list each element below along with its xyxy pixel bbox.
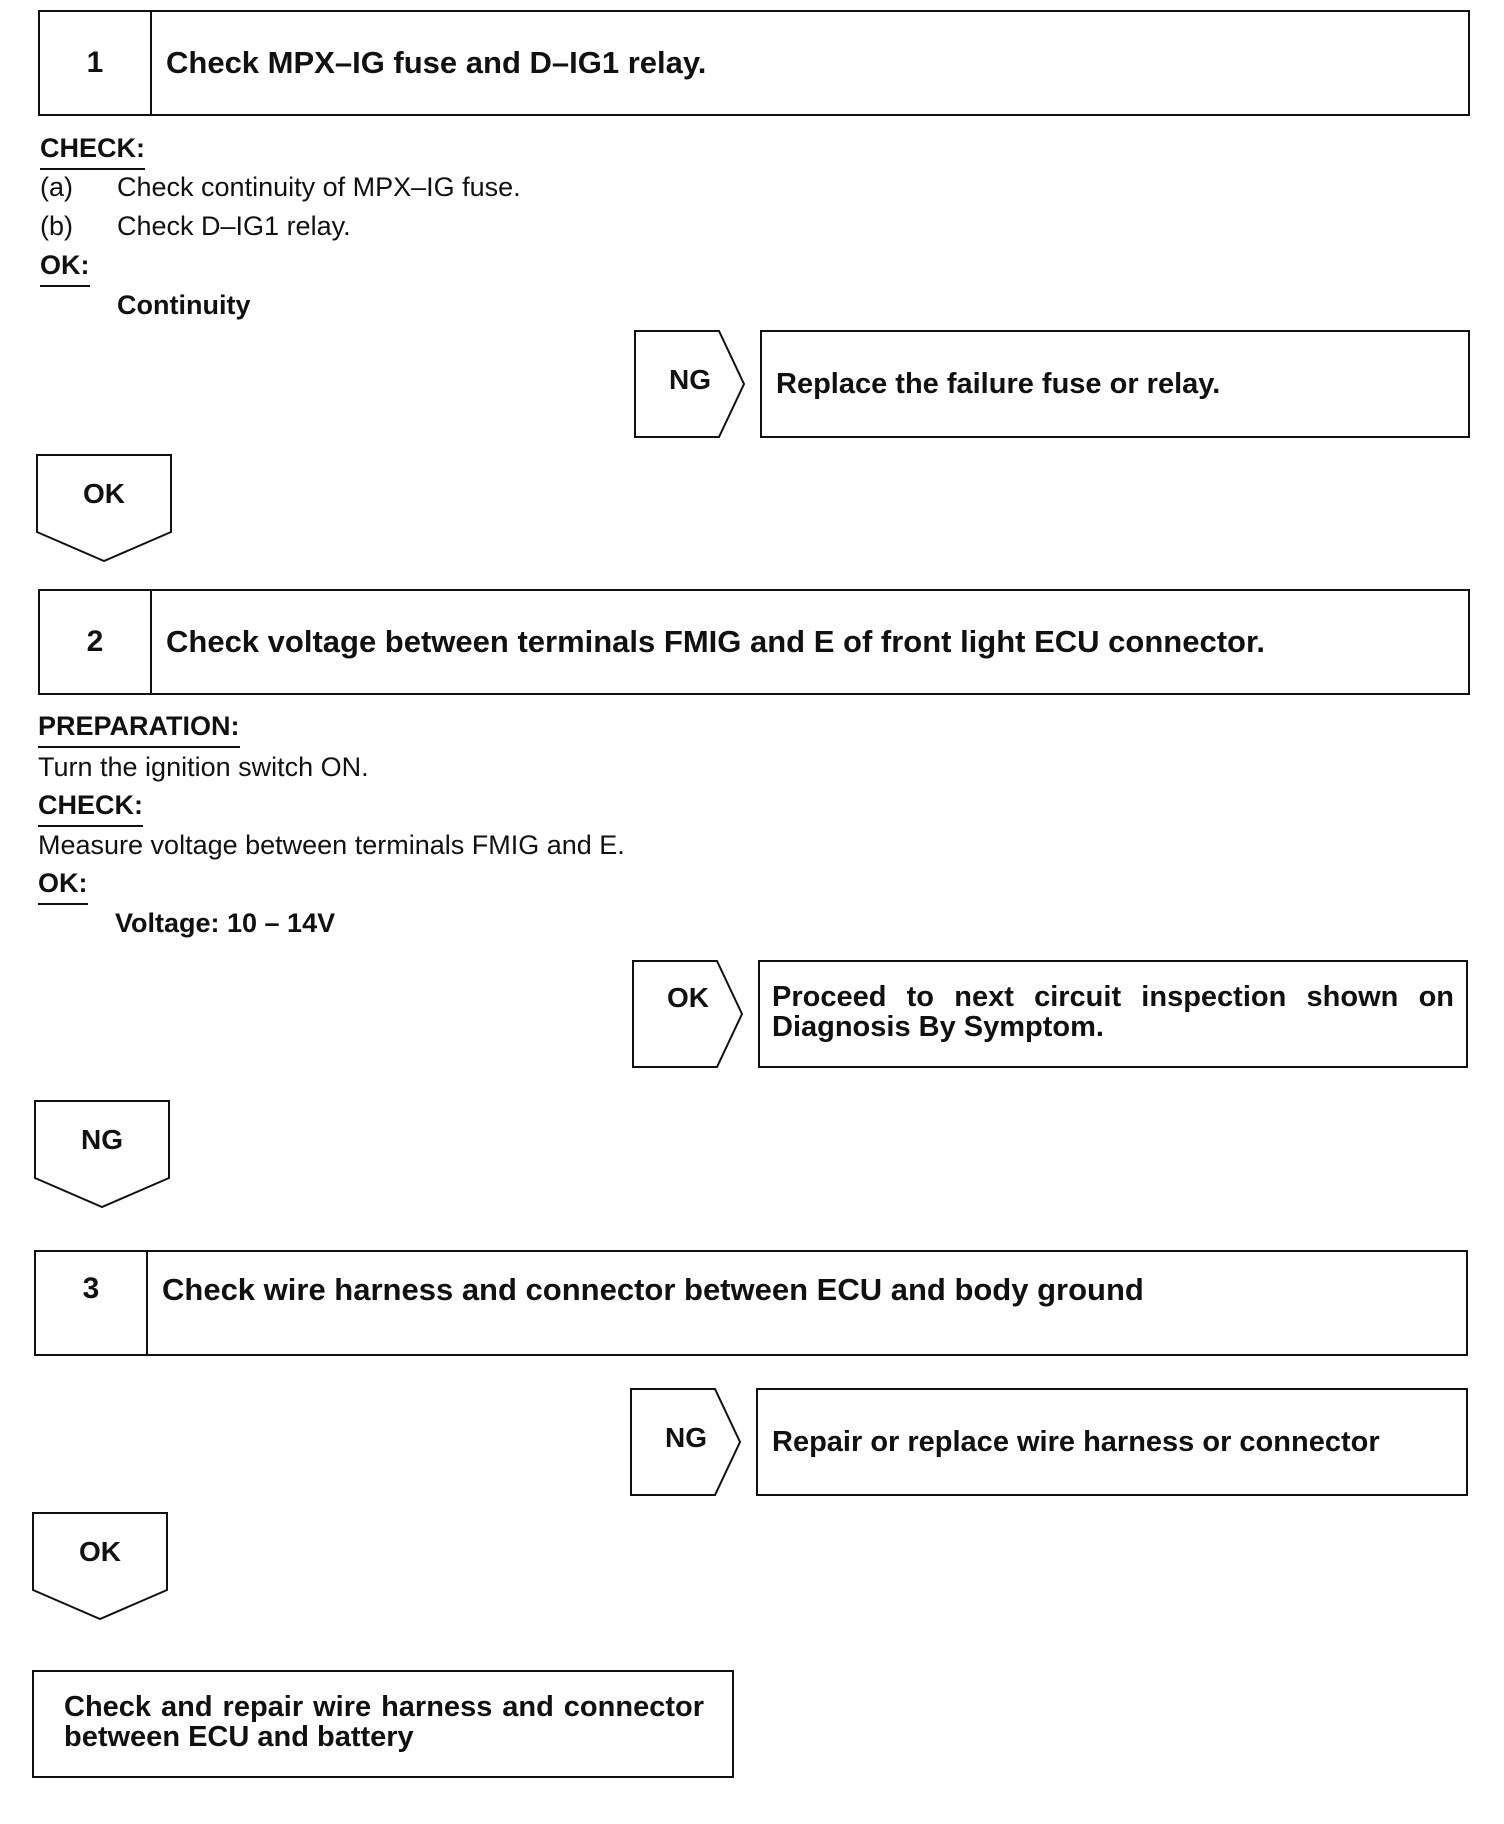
step-1-title: Check MPX–IG fuse and D–IG1 relay. [166, 45, 707, 80]
final-action-box: Check and repair wire harness and connector between ECU and battery [32, 1670, 734, 1778]
step-1-ok-label: OK: [40, 250, 90, 280]
step-3-ng-action: Repair or replace wire harness or connector [756, 1388, 1468, 1496]
step-2-title: Check voltage between terminals FMIG and E of front light ECU connector. [166, 624, 1265, 659]
step-1-item-b-marker: (b) [40, 211, 73, 241]
step-3-box [34, 1250, 1468, 1356]
step-2-box [38, 589, 1470, 695]
step-1-number: 1 [40, 12, 152, 114]
step-1-ok-arrow [36, 454, 172, 562]
step-2-check-text: Measure voltage between terminals FMIG and E. [38, 830, 625, 860]
step-2-ng-next-label: NG [81, 1124, 123, 1155]
step-2-ok-spec: Voltage: 10 – 14V [115, 908, 336, 938]
step-1-ok-spec: Continuity [117, 290, 251, 320]
step-2-ng-arrow [34, 1100, 170, 1208]
step-1-item-b-text: Check D–IG1 relay. [117, 211, 351, 241]
step-2-preparation-label: PREPARATION: [38, 711, 240, 741]
step-1-box [38, 10, 1470, 116]
step-3-ok-arrow [32, 1512, 168, 1620]
step-2-ok-label: OK: [38, 868, 88, 898]
step-3-number: 3 [36, 1252, 148, 1354]
step-2-ok-label-arrow: OK [667, 982, 709, 1013]
step-1-ok-next-label: OK [83, 478, 125, 509]
step-3-ng-label: NG [665, 1422, 707, 1453]
step-2-preparation-text: Turn the ignition switch ON. [38, 752, 369, 782]
step-2-number: 2 [40, 591, 152, 693]
step-1-item-a-marker: (a) [40, 172, 73, 202]
step-3-ng-arrow [630, 1388, 760, 1496]
step-2-check-label: CHECK: [38, 790, 143, 820]
step-1-ng-label: NG [669, 364, 711, 395]
step-1-check-label: CHECK: [40, 133, 145, 163]
step-2-ok-arrow [632, 960, 762, 1068]
step-3-title: Check wire harness and connector between ECU and body ground [162, 1272, 1144, 1307]
step-1-ng-arrow [634, 330, 764, 438]
step-1-item-a-text: Check continuity of MPX–IG fuse. [117, 172, 521, 202]
step-2-ok-action: Proceed to next circuit inspection shown on Diagnosis By Symptom. [758, 960, 1468, 1068]
step-1-ng-action: Replace the failure fuse or relay. [760, 330, 1470, 438]
step-3-ok-next-label: OK [79, 1536, 121, 1567]
